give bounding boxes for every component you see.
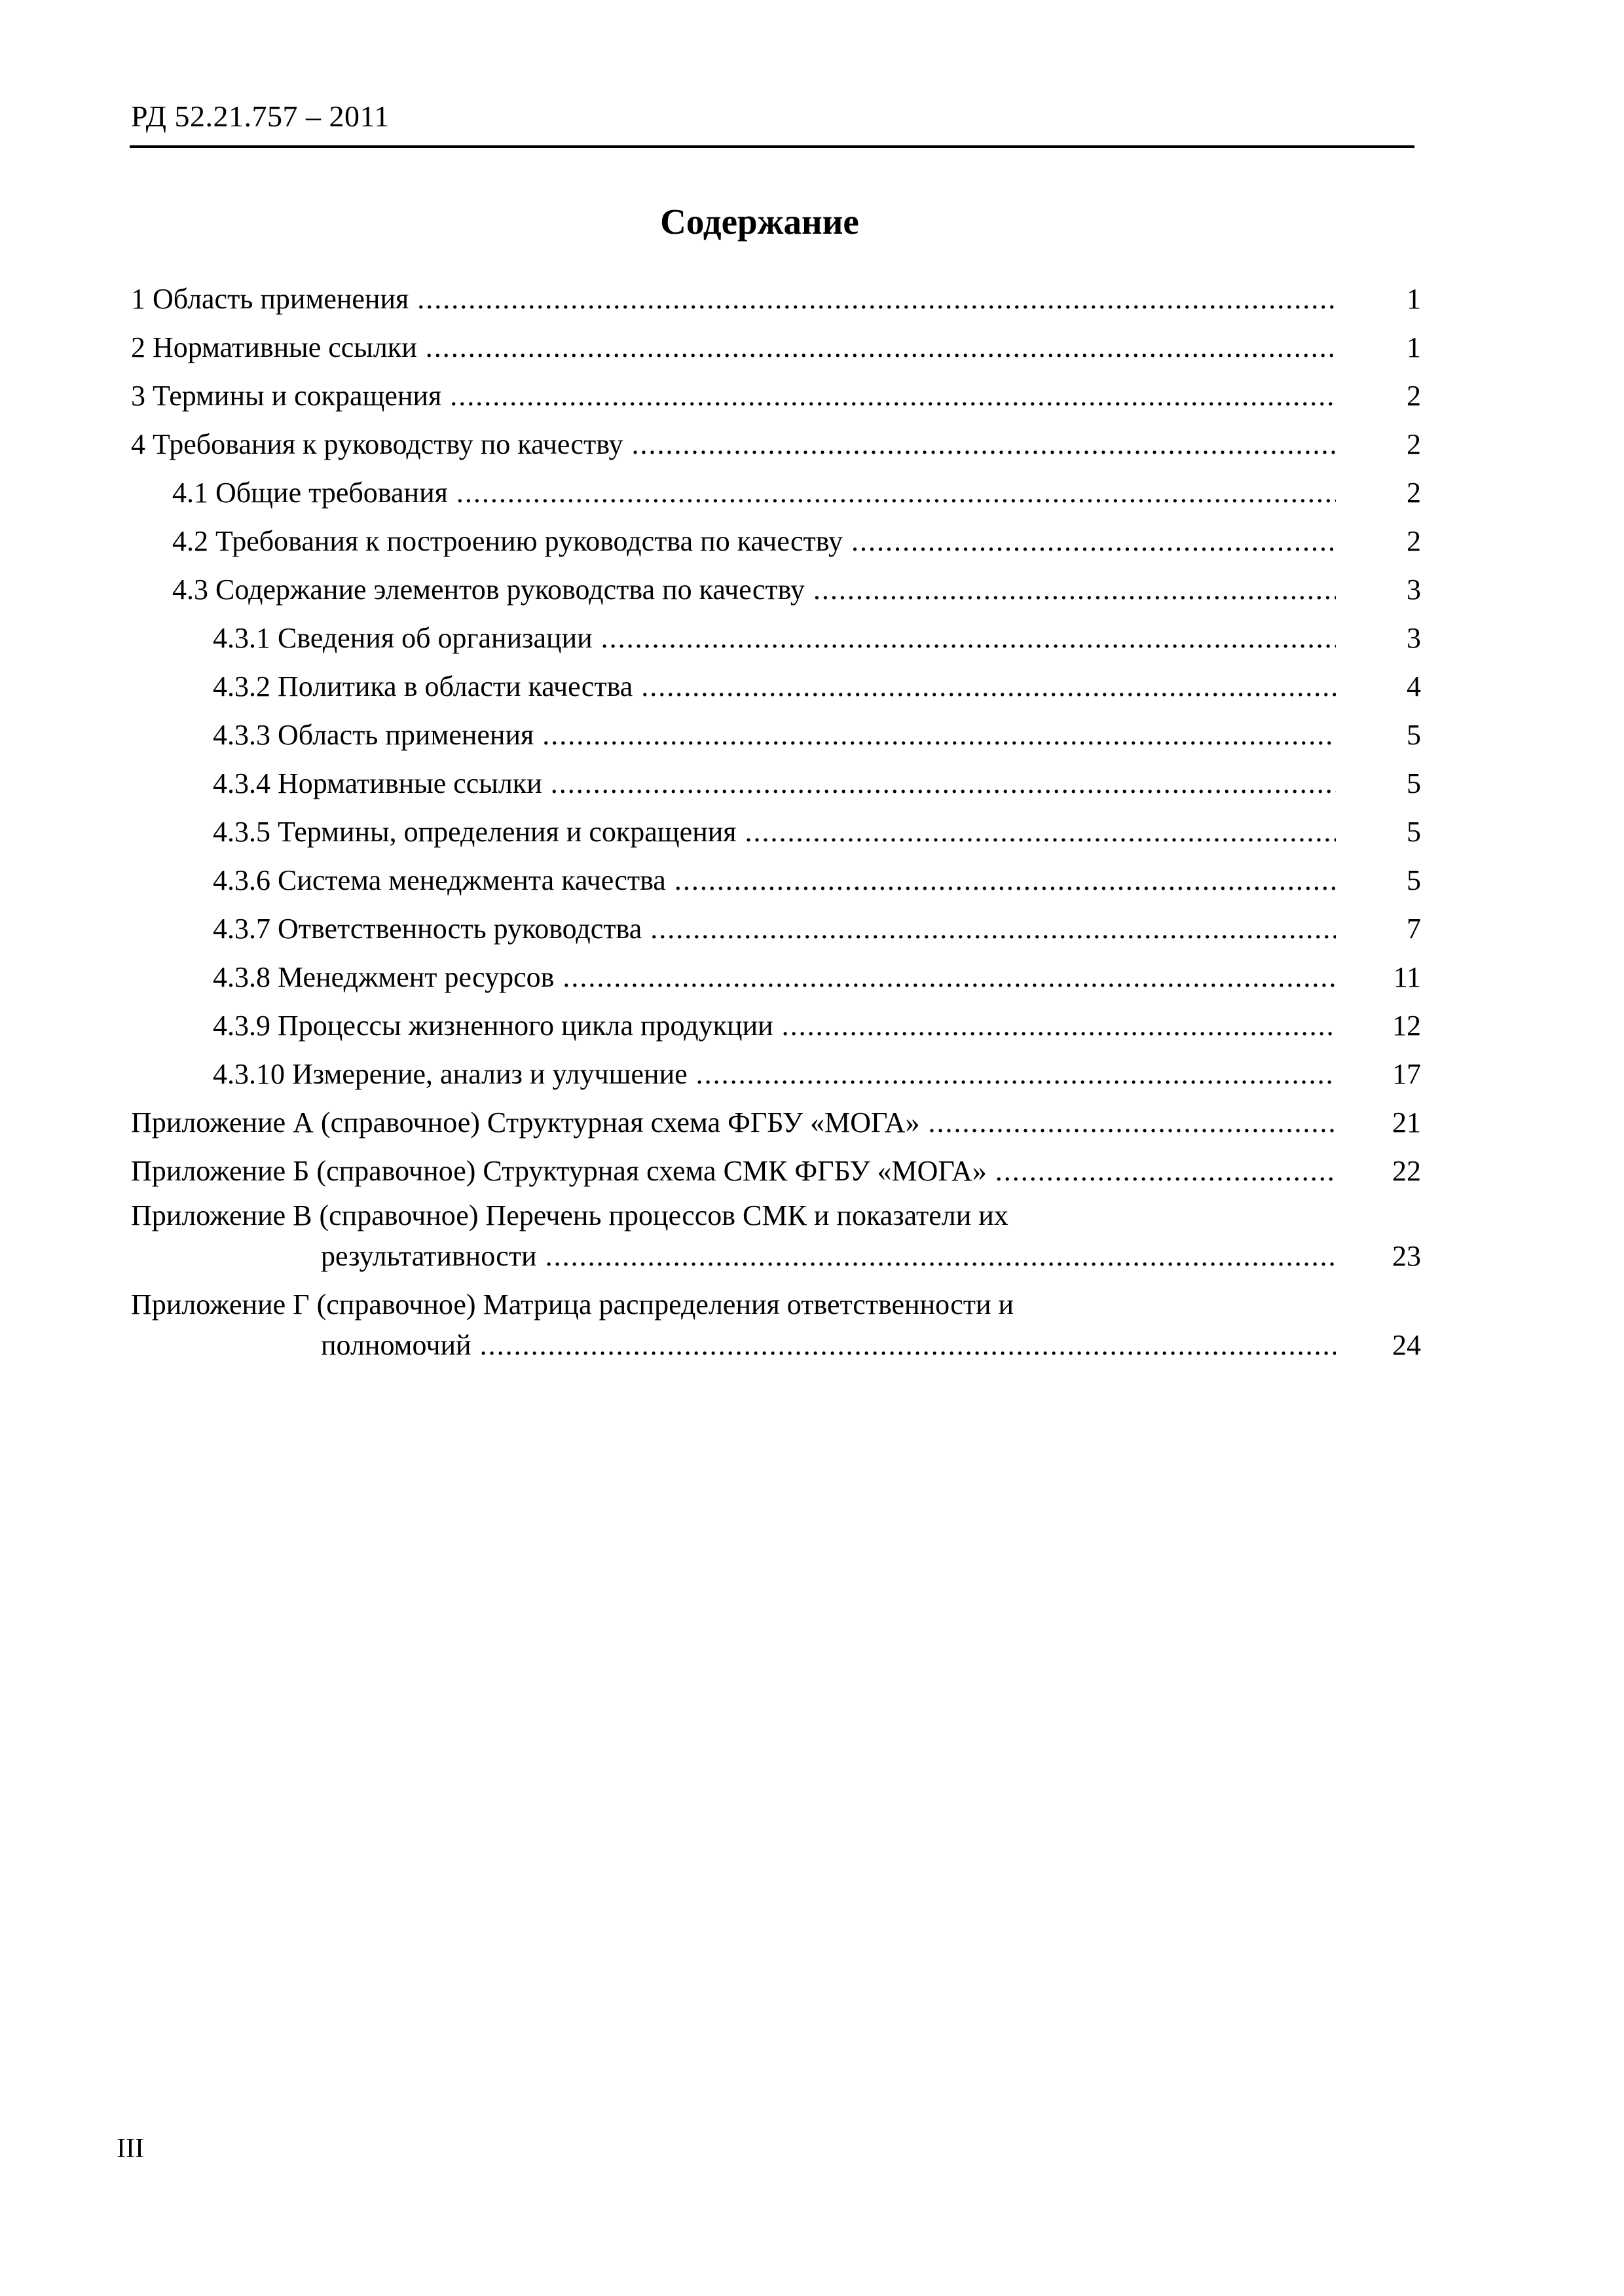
toc-entry-text: 4 Требования к руководству по качеству ..... xyxy=(131,420,1336,469)
toc-entry-page: 7 xyxy=(1407,913,1421,945)
toc-entry-text-line2: результативности ..... xyxy=(321,1236,1336,1277)
toc-entry-text: 4.3.1 Сведения об организации ..... xyxy=(213,614,1336,663)
toc-entry-page: 22 xyxy=(1392,1155,1421,1187)
toc-entry-text: 4.3.2 Политика в области качества ..... xyxy=(213,663,1336,711)
toc-entry-text: 1 Область применения ..... xyxy=(131,275,1336,323)
toc-entry-4-3-9[interactable] xyxy=(131,1002,1421,1050)
toc-entry-text: 3 Термины и сокращения ..... xyxy=(131,372,1336,420)
toc-entry-1[interactable] xyxy=(131,275,1421,323)
toc-entry-text: 4.3.9 Процессы жизненного цикла продукции ..... xyxy=(213,1002,1336,1050)
toc-entry-text: 4.1 Общие требования ..... xyxy=(172,469,1336,517)
toc-entry-appendix-b[interactable] xyxy=(131,1147,1421,1195)
toc-entry-3[interactable] xyxy=(131,372,1421,420)
toc-entry-text-line2: полномочий ..... xyxy=(321,1325,1336,1366)
toc-entry-page: 4 xyxy=(1407,670,1421,702)
toc-entry-4-3-1[interactable] xyxy=(131,614,1421,663)
toc-entry-page: 17 xyxy=(1392,1058,1421,1090)
toc-entry-4-2[interactable] xyxy=(131,517,1421,566)
header-divider xyxy=(130,145,1414,148)
toc-entry-2[interactable] xyxy=(131,323,1421,372)
toc-entry-text-line1: Приложение Г (справочное) Матрица распределения ответственности и xyxy=(131,1288,1014,1321)
toc-entry-4-3-8[interactable] xyxy=(131,953,1421,1002)
toc-entry-page: 2 xyxy=(1407,477,1421,509)
toc-entry-page: 2 xyxy=(1407,380,1421,412)
toc-entry-text-line1: Приложение В (справочное) Перечень процессов СМК и показатели их xyxy=(131,1199,1008,1231)
toc-title: Содержание xyxy=(660,202,859,242)
toc-entry-page: 11 xyxy=(1393,961,1421,993)
toc-entry-page: 24 xyxy=(1392,1329,1421,1361)
toc-entry-appendix-a[interactable] xyxy=(131,1099,1421,1147)
toc-entry-text: 4.3.5 Термины, определения и сокращения ..... xyxy=(213,808,1336,856)
toc-entry-text: 4.3.8 Менеджмент ресурсов ..... xyxy=(213,953,1336,1002)
toc-entry-4-3-4[interactable] xyxy=(131,759,1421,808)
toc-entry-text: 4.3.7 Ответственность руководства ..... xyxy=(213,905,1336,953)
toc-entry-page: 2 xyxy=(1407,525,1421,557)
toc-entry-4-3-7[interactable] xyxy=(131,905,1421,953)
toc-entry-text: 4.3.4 Нормативные ссылки ..... xyxy=(213,759,1336,808)
toc-entry-4-1[interactable] xyxy=(131,469,1421,517)
toc-entry-page: 1 xyxy=(1407,331,1421,363)
table-of-contents xyxy=(131,275,1421,1374)
toc-entry-page: 1 xyxy=(1407,283,1421,315)
toc-entry-text: 4.2 Требования к построению руководства по качеству ..... xyxy=(172,517,1336,566)
toc-entry-4-3-3[interactable] xyxy=(131,711,1421,759)
toc-entry-text: 4.3 Содержание элементов руководства по качеству ..... xyxy=(172,566,1336,614)
document-code: РД 52.21.757 – 2011 xyxy=(131,100,390,133)
toc-entry-page: 3 xyxy=(1407,574,1421,606)
toc-entry-4-3-5[interactable] xyxy=(131,808,1421,856)
toc-entry-page: 23 xyxy=(1392,1240,1421,1272)
toc-entry-page: 5 xyxy=(1407,767,1421,799)
toc-entry-page: 5 xyxy=(1407,816,1421,848)
toc-entry-page: 5 xyxy=(1407,864,1421,896)
toc-entry-text: 4.3.10 Измерение, анализ и улучшение ..... xyxy=(213,1050,1336,1099)
toc-entry-4-3-10[interactable] xyxy=(131,1050,1421,1099)
toc-entry-4[interactable] xyxy=(131,420,1421,469)
toc-entry-4-3[interactable] xyxy=(131,566,1421,614)
toc-entry-text: 2 Нормативные ссылки ..... xyxy=(131,323,1336,372)
toc-entry-4-3-6[interactable] xyxy=(131,856,1421,905)
toc-entry-text: Приложение Б (справочное) Структурная схема СМК ФГБУ «МОГА» ..... xyxy=(131,1147,1336,1195)
toc-entry-page: 5 xyxy=(1407,719,1421,751)
toc-entry-appendix-v[interactable] xyxy=(131,1195,1421,1285)
toc-entry-page: 3 xyxy=(1407,622,1421,654)
toc-entry-page: 12 xyxy=(1392,1010,1421,1042)
toc-entry-4-3-2[interactable] xyxy=(131,663,1421,711)
toc-entry-text: 4.3.3 Область применения ..... xyxy=(213,711,1336,759)
toc-entry-page: 2 xyxy=(1407,428,1421,460)
toc-entry-appendix-g[interactable] xyxy=(131,1285,1421,1374)
toc-entry-text: 4.3.6 Система менеджмента качества ..... xyxy=(213,856,1336,905)
toc-entry-text: Приложение А (справочное) Структурная схема ФГБУ «МОГА» ..... xyxy=(131,1099,1336,1147)
page-number: III xyxy=(117,2134,144,2164)
toc-entry-page: 21 xyxy=(1392,1106,1421,1139)
